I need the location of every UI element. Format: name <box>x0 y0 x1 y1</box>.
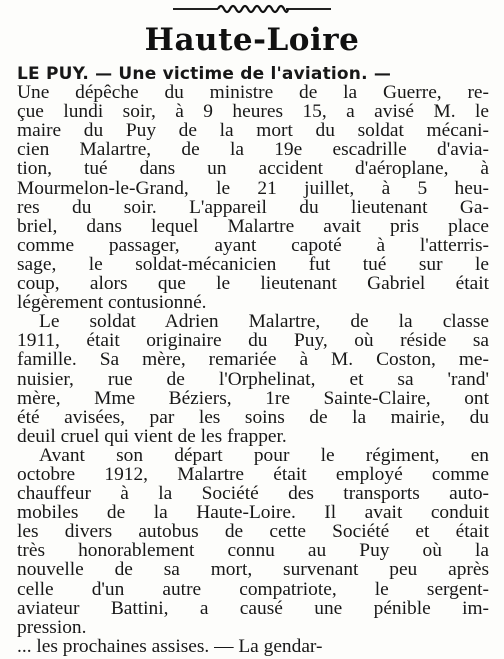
article-line: Une dépêche du ministre de la Guerre, re- <box>17 83 489 103</box>
article-lede-line <box>17 64 489 83</box>
wavy-ornament-icon <box>0 0 504 22</box>
article-line: nuisier, rue de l'Orphelinat, et sa 'rand' <box>17 369 489 389</box>
article-line: les divers autobus de cette Société et était <box>17 522 489 542</box>
article-line: été avisées, par les soins de la mairie, du <box>17 407 489 427</box>
article-line: coup, alors que le lieutenant Gabriel était <box>17 274 489 294</box>
section-headline: Haute-Loire <box>144 22 360 58</box>
article-line: çue lundi soir, à 9 heures 15, a avisé M. le <box>17 102 489 122</box>
article-line: très honorablement connu au Puy où la <box>17 541 489 561</box>
article-line: pression. <box>17 616 87 638</box>
article-line: famille. Sa mère, remariée à M. Coston, me- <box>17 350 489 370</box>
ornament-rule <box>0 0 504 22</box>
article-line: res du soir. L'appareil du lieutenant Ga- <box>17 197 489 217</box>
article-line: Le soldat Adrien Malartre, de la classe <box>39 312 489 332</box>
article-line: aviateur Battini, a causé une pénible im- <box>17 598 489 618</box>
article-line: 1911, était originaire du Puy, où réside sa <box>17 331 489 351</box>
article-line: briel, dans lequel Malartre avait pris place <box>17 216 489 236</box>
article-line: celle d'un autre compatriote, le sergent- <box>17 579 489 599</box>
article-line: chauffeur à la Société des transports auto- <box>17 484 489 504</box>
article-line: nouvelle de sa mort, survenant peu après <box>17 560 489 580</box>
article-line: sage, le soldat-mécanicien fut tué sur le <box>17 254 489 275</box>
article-line: cien Malartre, de la 19e escadrille d'avia- <box>17 140 489 160</box>
article-line: maire du Puy de la mort du soldat mécani- <box>17 121 489 141</box>
article-line: Avant son départ pour le régiment, en <box>39 445 489 465</box>
article-line: ... les prochaines assises. — La gendar- <box>17 635 323 657</box>
article-line: mère, Mme Béziers, 1re Sainte-Claire, ont <box>17 388 489 408</box>
article-line: tion, tué dans un accident d'aéroplane, à <box>17 159 489 179</box>
article-body <box>17 64 489 656</box>
article-lede: LE PUY. — Une victime de l'aviation. — <box>17 64 392 84</box>
article-line: Mourmelon-le-Grand, le 21 juillet, à 5 heu- <box>17 178 489 198</box>
article-line: mobiles de la Haute-Loire. Il avait conduit <box>17 503 489 523</box>
article-line: légèrement contusionné. <box>17 292 207 314</box>
article-line: deuil cruel qui vient de les frapper. <box>17 425 287 447</box>
article-line: comme passager, ayant capoté à l'atterris- <box>17 235 489 255</box>
article-line: octobre 1912, Malartre était employé comme <box>17 464 489 485</box>
